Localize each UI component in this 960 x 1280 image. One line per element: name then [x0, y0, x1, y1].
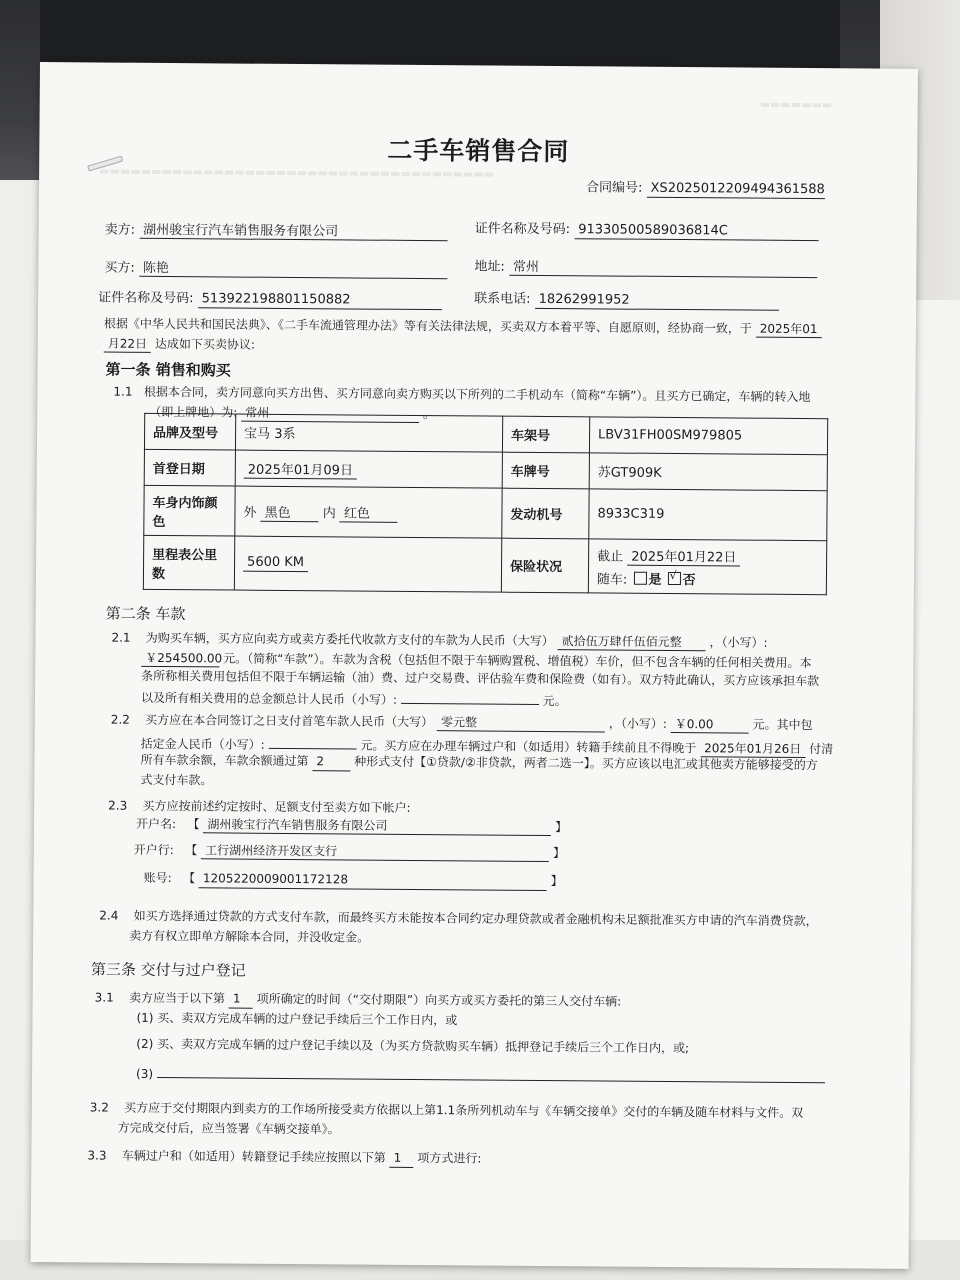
no-checkbox[interactable] [668, 571, 681, 584]
insurance-cell [588, 539, 826, 595]
account-bank-row [134, 841, 565, 862]
clause-text: 买方应按前述约定按时、足额支付至卖方如下帐户: [142, 798, 411, 815]
seller-id-label: 证件名称及号码: [474, 221, 571, 238]
bracket-right: 】 [550, 874, 563, 889]
clause-text: 元。买方应在办理车辆过户和（如适用）转籍手续前且不得晚于 [360, 738, 697, 756]
contract-number [586, 176, 825, 199]
clause-text: 如买方选择通过贷款的方式支付车款，而最终买方未能按本合同约定办理贷款或者金融机构未足额批准买方申请的汽车消费贷款， [133, 908, 818, 929]
mileage-cell [234, 536, 501, 592]
first-payment-number-value: ￥0.00 [671, 715, 749, 734]
clause-text: 为购买车辆，买方应向卖方或卖方委托代收款方支付的车款为人民币（大写） [145, 630, 554, 649]
seller-id-row [475, 217, 819, 241]
clause-text: 车辆过户和（如适用）转籍登记手续应按照以下第 [121, 1148, 386, 1165]
clause-3-1-option-2: (2) 买、卖双方完成车辆的过户登记手续以及（为买方贷款购买车辆）抵押登记手续后三个工作日内，或; [136, 1036, 690, 1056]
first-registration-value: 2025年01月09日 [244, 458, 357, 479]
clause-number: 2.2 [110, 712, 130, 727]
clause-text: 括定金人民币（小写）: [140, 736, 265, 752]
clause-text: 买方应于交付期限内到卖方的工作场所接受卖方依据以上第1.1条所列机动车与《车辆交接单》交付的车辆及随车材料与文件。双 [124, 1100, 804, 1121]
account-name-label: 开户名: [135, 816, 177, 832]
bracket-right: 】 [555, 820, 568, 835]
mileage-value: 5600 KM [243, 555, 308, 573]
period: 。 [422, 407, 436, 422]
transfer-item-value: 1 [390, 1151, 414, 1168]
color-cell [235, 486, 502, 538]
engine-value: 8933C319 [589, 489, 827, 541]
clause-3-1-option-3 [136, 1061, 825, 1086]
clause-text: 付清 [809, 742, 834, 757]
clause-text: ，（小写）: [709, 635, 768, 650]
clause-text: ，（小写）: [608, 716, 667, 731]
buyer-id-row [98, 286, 442, 310]
article-2-title: 第二条 车款 [105, 604, 186, 624]
clause-number: 3.1 [94, 990, 114, 1005]
clause-2-4-line-2: 卖方有权立即单方解除本合同，并没收定金。 [129, 928, 370, 945]
account-bank-value: 工行湖州经济开发区支行 [201, 841, 549, 862]
mileage-label: 里程表公里数 [143, 535, 234, 590]
clause-number: 2.4 [99, 908, 119, 923]
intro-date-year: 2025年01 [756, 320, 822, 339]
clause-text: 元。 [542, 693, 567, 709]
seller-row [105, 219, 448, 242]
show-through-text: ▬▬▬▬▬▬▬▬▬▬▬▬▬▬▬▬▬▬▬▬▬▬▬▬▬▬▬▬▬▬▬▬▬▬▬▬▬▬ [99, 164, 495, 181]
clause-number: 1.1 [113, 384, 133, 399]
plate-label: 车牌号 [502, 452, 589, 489]
contract-document [31, 62, 918, 1269]
clause-2-2-line-4: 式支付车款。 [140, 772, 213, 788]
price-uppercase-value: 贰拾伍万肆仟伍佰元整 [558, 632, 706, 651]
buyer-value: 陈艳 [139, 257, 447, 279]
brand-label: 品牌及型号 [144, 413, 235, 450]
account-bank-label: 开户行: [133, 842, 174, 858]
clause-3-2-line-2: 方完成交付后，应当签署《车辆交接单》。 [117, 1120, 340, 1137]
intro-line-2 [104, 335, 255, 354]
bracket-left: 【 [187, 817, 200, 832]
clause-text: (3) [136, 1066, 154, 1081]
contract-number-value: XS2025012209494361588 [646, 181, 824, 199]
brand-value: 宝马 3系 [235, 414, 502, 452]
clause-number: 3.2 [89, 1100, 109, 1115]
intro-text: 根据《中华人民共和国民法典》、《二手车流通管理办法》等有关法律法规，买卖双方本着平等、自愿原则，经协商一致，于 [103, 316, 752, 336]
clause-3-3 [87, 1146, 481, 1168]
address-row [474, 255, 817, 278]
article-1-title: 第一条 销售和购买 [105, 360, 231, 380]
seller-value: 湖州骏宝行汽车销售服务有限公司 [139, 219, 447, 241]
clause-text: 以及所有相关费用的总金额总计人民币（小写）: [140, 690, 398, 707]
intro-date-day: 月22日 [104, 335, 151, 353]
yes-label: 是 [648, 572, 662, 588]
bracket-left: 【 [183, 871, 196, 886]
vehicle-table [143, 413, 828, 595]
insurance-until-value: 2025年01月22日 [627, 545, 740, 566]
document-title: 二手车销售合同 [387, 135, 570, 167]
engine-label: 发动机号 [502, 488, 589, 539]
clause-2-1-line-4 [141, 685, 567, 709]
clause-2-1-line-1 [111, 629, 767, 652]
buyer-id-value: 513922198801150882 [198, 291, 442, 310]
vin-value: LBV31FH00SM979805 [589, 417, 827, 455]
registration-place-value: 常州 [241, 404, 419, 423]
clause-2-2-line-3 [140, 751, 817, 775]
buyer-row [104, 257, 447, 280]
clause-text: 元。其中包 [752, 717, 813, 733]
first-registration-cell [235, 450, 502, 488]
first-registration-label: 首登日期 [144, 449, 235, 486]
address-value: 常州 [509, 256, 817, 278]
insurance-label: 保险状况 [501, 538, 588, 593]
clause-text: 根据本合同，卖方同意向买方出售、买方同意向卖方购买以下所列的二手机动车（简称“车辆”）。且买方已确定，车辆的转入地 [143, 384, 811, 405]
price-number-value: ￥254500.00 [141, 649, 219, 668]
plate-value: 苏GT909K [589, 453, 827, 491]
table-row [144, 485, 827, 540]
phone-row [474, 287, 779, 310]
delivery-item-value: 1 [229, 992, 253, 1009]
insurance-follow-label: 随车: [596, 571, 628, 588]
phone-label: 联系电话: [474, 291, 531, 307]
article-3-title: 第三条 交付与过户登记 [90, 960, 246, 980]
clause-text: 项所确定的时间（“交付期限”）向买方或买方委托的第三人交付车辆: [256, 991, 622, 1009]
buyer-label: 买方: [104, 260, 135, 276]
clause-text: （即上牌地）为: [149, 404, 238, 420]
clause-text: 种形式支付【①贷款/②非贷款，两者二选一】。买方应该以电汇或其他卖方能够接受的方 [354, 754, 818, 773]
clause-text: 买方应在本合同签订之日支付首笔车款人民币（大写） [145, 712, 434, 730]
exterior-color-value: 黑色 [261, 501, 319, 521]
account-number-value: 1205220009001172128 [199, 871, 547, 891]
account-number-label: 账号: [143, 870, 172, 886]
bracket-left: 【 [185, 843, 198, 858]
color-label: 车身内饰颜色 [144, 485, 235, 536]
clause-2-4-line-1 [99, 906, 817, 929]
no-label: 否 [682, 572, 696, 588]
clause-2-1-line-3: 条所称相关费用包括但不限于车辆运输（油）费、过户交易费、评估验车费和保险费（如有）。双方特此确认，买方应该承担车款 [141, 668, 820, 689]
vin-label: 车架号 [502, 416, 589, 453]
option-3-blank [157, 1061, 825, 1083]
total-amount-blank [401, 687, 539, 705]
account-name-value: 湖州骏宝行汽车销售服务有限公司 [203, 815, 551, 836]
intro-text-2: 达成如下买卖协议: [154, 336, 255, 352]
yes-checkbox[interactable] [633, 571, 646, 584]
account-name-row [136, 815, 567, 836]
clause-3-2-line-1 [90, 1098, 804, 1121]
contract-number-label: 合同编号: [585, 180, 643, 196]
address-label: 地址: [474, 259, 505, 275]
clause-number: 2.1 [111, 630, 131, 645]
insurance-until-label: 截止 [597, 548, 624, 565]
interior-label: 内 [322, 505, 336, 521]
clause-text: 所有车款余额，车款余额通过第 [140, 752, 309, 769]
clause-3-1-option-1: (1) 买、卖双方完成车辆的过户登记手续后三个工作日内，或 [136, 1010, 458, 1028]
balance-due-date-value: 2025年01月26日 [700, 739, 805, 758]
deposit-blank [268, 732, 356, 750]
seller-label: 卖方: [104, 222, 136, 238]
buyer-id-label: 证件名称及号码: [98, 290, 194, 307]
payment-mode-value: 2 [312, 754, 350, 771]
clause-1-1 [113, 383, 810, 405]
phone-value: 18262991952 [535, 292, 779, 311]
table-row [144, 413, 827, 454]
clause-number: 3.3 [87, 1148, 107, 1163]
table-row [143, 535, 826, 594]
clause-text: 元。（简称“车款”）。车款为含税（包括但不限于车辆购置税、增值税）车价，但不包含车辆的任何相关费用。本 [223, 651, 812, 671]
clause-text: 卖方应当于以下第 [128, 990, 226, 1006]
first-payment-uppercase-value: 零元整 [437, 713, 605, 732]
bracket-right: 】 [552, 846, 566, 861]
exterior-label: 外 [243, 505, 257, 521]
seller-id-value: 91330500589036814C [574, 222, 818, 241]
contract-paper [31, 62, 918, 1269]
clause-number: 2.3 [108, 798, 128, 813]
table-row [144, 449, 827, 490]
account-number-row [144, 869, 563, 891]
interior-color-value: 红色 [340, 502, 398, 522]
clause-2-3 [108, 797, 411, 816]
clause-text: 项方式进行: [417, 1150, 482, 1166]
show-through-text: ▬▬▬▬▬▬▬ [759, 97, 833, 112]
